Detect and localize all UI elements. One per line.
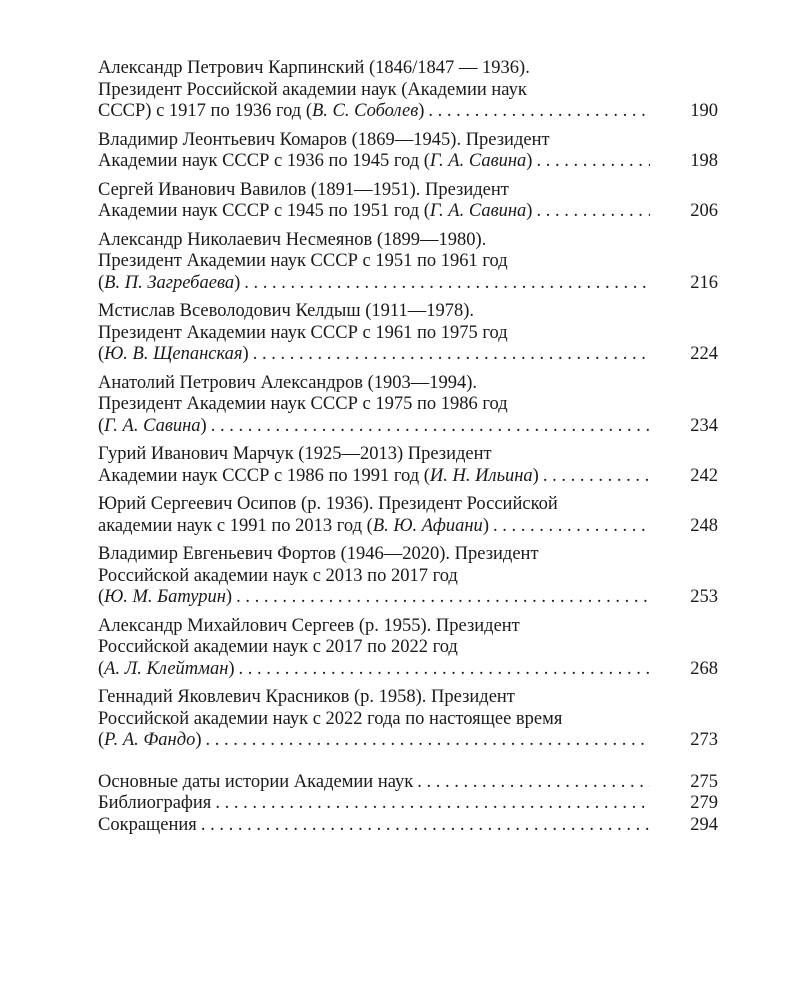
toc-entry-text: [98, 344, 650, 366]
toc-entry-close-paren: ): [225, 587, 233, 607]
toc-entry[interactable]: [98, 180, 718, 223]
toc-appendix-title: Основные даты истории Академии наук: [98, 771, 414, 792]
toc-entry-author: В. П. Загребаева: [104, 272, 235, 293]
toc-page-number: 253: [690, 587, 718, 607]
toc-entry-line-start: (: [98, 344, 105, 364]
toc-entry-line-start: (: [98, 415, 105, 436]
toc-entry-text: [98, 273, 650, 295]
toc-entry-close-paren: ): [532, 465, 539, 486]
toc-page-number: 224: [690, 344, 718, 364]
toc-entry-last-line: [98, 466, 718, 488]
dot-leader: [413, 772, 650, 794]
section-gap: [98, 759, 718, 772]
toc-entry-line: Российской академии наук с 2013 по 2017 год: [98, 565, 458, 586]
toc-entry-close-paren: ): [200, 415, 207, 436]
toc-page-number: 268: [690, 658, 718, 679]
dot-leader: [532, 201, 650, 223]
dot-leader: [240, 273, 650, 295]
dot-leader: [197, 815, 650, 837]
toc-entry-line: Мстислав Всеволодович Келдыш (1911—1978).: [98, 301, 474, 321]
dot-leader: [207, 416, 650, 438]
toc-page-number: 234: [690, 415, 718, 436]
toc-entry-text: [98, 730, 650, 752]
toc-entry-last-line: [98, 516, 718, 538]
toc-entry-last-line: [98, 815, 718, 837]
toc-page-number: 279: [690, 793, 718, 813]
dot-leader: [539, 466, 650, 488]
toc-entry-line: Президент Российской академии наук (Академии наук: [98, 79, 527, 100]
toc-entry-text: [98, 101, 650, 123]
toc-page-number: 216: [690, 272, 718, 293]
toc-entry[interactable]: [98, 616, 718, 681]
toc-entry-line-start: (: [98, 272, 105, 293]
toc-entry-text: [98, 587, 650, 609]
toc-entry-line: Геннадий Яковлевич Красников (р. 1958). Президент: [98, 687, 515, 707]
toc-entry-close-paren: ): [234, 272, 241, 293]
toc-entry-line: [98, 466, 539, 488]
toc-entry-line: [98, 587, 232, 609]
toc-entry-text: [98, 466, 650, 488]
toc-page-number: 198: [690, 151, 718, 171]
toc-entry-text: [98, 151, 650, 173]
toc-entry-author: Г. А. Савина: [104, 415, 201, 436]
toc-entry-author: Г. А. Савина: [429, 201, 527, 221]
toc-entry-close-paren: ): [228, 658, 235, 679]
toc-entry-last-line: [98, 793, 718, 815]
toc-entry-line: [98, 344, 249, 366]
toc-appendix-title: Сокращения: [98, 814, 197, 835]
toc-entry-line: Российской академии наук с 2022 года по настоящее время: [98, 708, 563, 729]
table-of-contents: [98, 58, 718, 836]
toc-page-number: 242: [690, 465, 718, 486]
toc-entry-line-start: СССР) с 1917 по 1936 год (: [98, 101, 312, 121]
toc-appendix-entry[interactable]: [98, 793, 718, 815]
toc-entry-line: Юрий Сергеевич Осипов (р. 1936). Президент Российской: [98, 494, 558, 514]
toc-entry-author: И. Н. Ильина: [429, 465, 533, 486]
dot-leader: [232, 587, 650, 609]
toc-entry-line: Владимир Евгеньевич Фортов (1946—2020). Президент: [98, 544, 539, 564]
toc-appendix-title: Библиография: [98, 793, 212, 813]
toc-entry[interactable]: [98, 58, 718, 123]
toc-entry-line: Александр Николаевич Несмеянов (1899—1980).: [98, 229, 487, 250]
toc-entry[interactable]: [98, 687, 718, 752]
toc-entry-last-line: [98, 659, 718, 681]
toc-entry-line: Президент Академии наук СССР с 1975 по 1986 год: [98, 394, 508, 414]
toc-entry-author: Г. А. Савина: [429, 151, 527, 171]
toc-entry-line: Сергей Иванович Вавилов (1891—1951). Президент: [98, 179, 509, 200]
toc-entry-close-paren: ): [526, 151, 533, 171]
toc-appendix-entry[interactable]: [98, 815, 718, 837]
toc-entry-line: Александр Петрович Карпинский (1846/1847 — 1936).: [98, 58, 530, 78]
toc-entry-close-paren: ): [418, 101, 425, 121]
toc-entry[interactable]: [98, 444, 718, 487]
toc-entry-line: [98, 516, 489, 538]
toc-entry-author: Ю. М. Батурин: [104, 587, 226, 607]
toc-entry-close-paren: ): [195, 730, 202, 750]
toc-entry-author: В. С. Соболев: [312, 101, 419, 121]
toc-entry-line: Президент Академии наук СССР с 1951 по 1961 год: [98, 251, 508, 271]
toc-entry-text: [98, 793, 650, 815]
toc-entry-text: [98, 201, 650, 223]
toc-entry[interactable]: [98, 301, 718, 366]
toc-entry-line: Александр Михайлович Сергеев (р. 1955). Президент: [98, 615, 520, 636]
toc-page-number: 275: [690, 771, 718, 792]
toc-entry-author: В. Ю. Афиани: [372, 515, 483, 536]
toc-entry-last-line: [98, 772, 718, 794]
toc-entry-line: [98, 273, 240, 295]
dot-leader: [249, 344, 650, 366]
toc-entry-line: Анатолий Петрович Александров (1903—1994).: [98, 372, 478, 393]
dot-leader: [532, 151, 650, 173]
toc-entry-close-paren: ): [482, 515, 489, 536]
toc-entry-line: [98, 730, 202, 752]
toc-entry-line-start: Академии наук СССР с 1986 по 1991 год (: [98, 465, 430, 486]
toc-entry-last-line: [98, 201, 718, 223]
toc-entry[interactable]: [98, 544, 718, 609]
toc-entry[interactable]: [98, 373, 718, 438]
toc-entry-line: [98, 151, 532, 173]
toc-entry[interactable]: [98, 494, 718, 537]
toc-entry-author: Ю. В. Щепанская: [104, 344, 243, 364]
toc-entry-last-line: [98, 273, 718, 295]
toc-entry-line-start: академии наук с 1991 по 2013 год (: [98, 515, 373, 536]
toc-page-number: 190: [690, 101, 718, 121]
dot-leader: [489, 516, 650, 538]
toc-entry[interactable]: [98, 230, 718, 295]
toc-entry-line: Владимир Леонтьевич Комаров (1869—1945). Президент: [98, 129, 550, 150]
toc-entry-line-start: (: [98, 587, 105, 607]
toc-entry-line-start: (: [98, 658, 105, 679]
toc-entry-text: [98, 516, 650, 538]
toc-entry-last-line: [98, 730, 718, 752]
toc-entry-line-start: Академии наук СССР с 1945 по 1951 год (: [98, 201, 430, 221]
toc-page-number: 273: [690, 730, 718, 750]
toc-entry-line: [98, 101, 424, 123]
toc-entry-close-paren: ): [242, 344, 249, 364]
dot-leader: [235, 659, 650, 681]
toc-entry-line: Российской академии наук с 2017 по 2022 год: [98, 637, 458, 657]
toc-page-number: 206: [690, 201, 718, 221]
toc-entry-text: [98, 815, 650, 837]
toc-entry-author: Р. А. Фандо: [104, 730, 196, 750]
toc-page-number: 294: [690, 814, 718, 835]
toc-page-number: 248: [690, 515, 718, 536]
toc-entry-last-line: [98, 416, 718, 438]
toc-entry[interactable]: [98, 130, 718, 173]
toc-entry-author: А. Л. Клейтман: [104, 658, 229, 679]
toc-entry-last-line: [98, 101, 718, 123]
toc-entry-last-line: [98, 587, 718, 609]
dot-leader: [202, 730, 650, 752]
toc-entry-last-line: [98, 151, 718, 173]
dot-leader: [211, 793, 650, 815]
toc-entry-line: Президент Академии наук СССР с 1961 по 1975 год: [98, 322, 508, 343]
toc-entry-text: [98, 416, 650, 438]
toc-entry-line: [98, 659, 235, 681]
toc-appendix-entry[interactable]: [98, 772, 718, 794]
toc-entry-close-paren: ): [526, 201, 533, 221]
toc-entry-line-start: Академии наук СССР с 1936 по 1945 год (: [98, 151, 430, 171]
toc-entry-line: Гурий Иванович Марчук (1925—2013) Президент: [98, 444, 492, 464]
toc-entry-last-line: [98, 344, 718, 366]
toc-entry-line: [98, 416, 207, 438]
toc-entry-text: [98, 659, 650, 681]
toc-entry-text: [98, 772, 650, 794]
toc-entry-line: [98, 201, 532, 223]
toc-entry-line-start: (: [98, 730, 105, 750]
dot-leader: [424, 101, 650, 123]
